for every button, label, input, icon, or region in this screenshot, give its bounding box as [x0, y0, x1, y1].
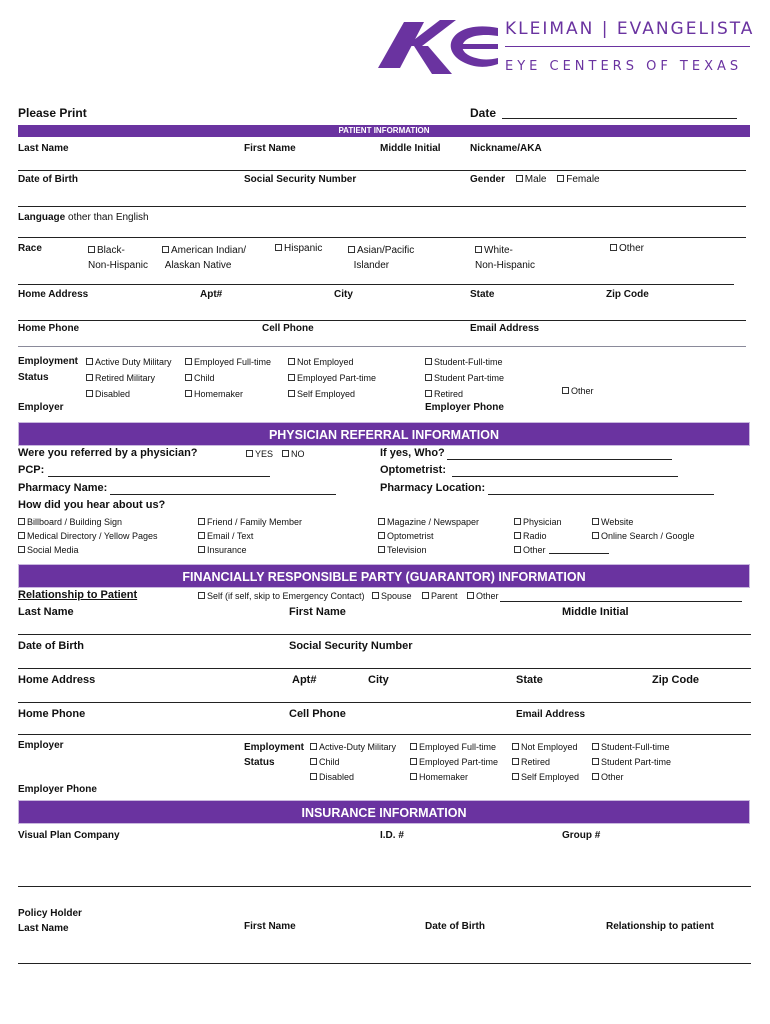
guarantor-first-name-label: First Name — [289, 606, 346, 618]
checkbox-icon — [557, 175, 564, 182]
hear-radio-option[interactable]: Radio — [514, 529, 562, 543]
patient-dob-label: Date of Birth — [18, 174, 78, 185]
patient-language-label: Language other than English — [18, 212, 149, 223]
policy-relationship-label: Relationship to patient — [606, 921, 714, 932]
guarantor-ssn-label: Social Security Number — [289, 640, 413, 652]
checkbox-icon — [288, 374, 295, 381]
emp-part-time-option[interactable]: Employed Part-time — [288, 370, 376, 386]
checkbox-icon — [348, 246, 355, 253]
if-yes-field[interactable] — [447, 459, 672, 460]
guarantor-bar: FINANCIALLY RESPONSIBLE PARTY (GUARANTOR) INFORMATION — [18, 564, 750, 588]
patient-race-field[interactable] — [18, 284, 734, 285]
race-hispanic-option[interactable]: Hispanic — [275, 243, 322, 254]
relationship-parent-option[interactable]: Parent — [422, 591, 458, 601]
checkbox-icon — [198, 532, 205, 539]
emp-other-option[interactable]: Other — [562, 386, 594, 396]
hear-online-search-option[interactable]: Online Search / Google — [592, 529, 695, 543]
hear-col4 — [514, 515, 562, 557]
hear-social-media-option[interactable]: Social Media — [18, 543, 158, 557]
patient-state-label: State — [470, 289, 495, 300]
checkbox-icon — [512, 743, 519, 750]
referral-bar: PHYSICIAN REFERRAL INFORMATION — [18, 422, 750, 446]
gender-label: Gender — [470, 174, 506, 185]
hear-col3 — [378, 515, 479, 557]
policy-holder-field[interactable] — [18, 963, 751, 964]
hear-other-option[interactable]: Other — [514, 543, 562, 557]
relationship-spouse-option[interactable]: Spouse — [372, 591, 412, 601]
patient-employment-status-label: Employment Status — [18, 356, 79, 383]
emp-homemaker-option[interactable]: Homemaker — [185, 386, 271, 402]
hear-col5 — [592, 515, 695, 543]
race-other-option[interactable]: Other — [610, 243, 644, 254]
hear-optometrist-option[interactable]: Optometrist — [378, 529, 479, 543]
checkbox-icon — [18, 532, 25, 539]
if-yes-label: If yes, Who? — [380, 447, 445, 459]
checkbox-icon — [378, 532, 385, 539]
patient-language-field[interactable] — [18, 237, 746, 238]
relationship-label: Relationship to Patient — [18, 589, 138, 601]
race-asian-option[interactable]: Asian/Pacific Islander — [348, 243, 414, 273]
checkbox-icon — [410, 743, 417, 750]
checkbox-icon — [592, 518, 599, 525]
hear-website-option[interactable]: Website — [592, 515, 695, 529]
checkbox-icon — [18, 518, 25, 525]
checkbox-icon — [88, 246, 95, 253]
race-white-option[interactable]: White- Non-Hispanic — [475, 245, 536, 271]
checkbox-icon — [378, 518, 385, 525]
g-employment-col3 — [512, 740, 579, 785]
patient-phone-field[interactable] — [18, 346, 746, 347]
gender-female-option[interactable]: Female — [557, 174, 599, 185]
please-print-label: Please Print — [18, 106, 87, 120]
g-emp-part-time-option[interactable]: Employed Part-time — [410, 755, 498, 770]
g-emp-student-part-option[interactable]: Student Part-time — [592, 755, 671, 770]
checkbox-icon — [425, 390, 432, 397]
emp-not-employed-option[interactable]: Not Employed — [288, 354, 376, 370]
checkbox-icon — [592, 743, 599, 750]
checkbox-icon — [162, 246, 169, 253]
guarantor-cell-phone-label: Cell Phone — [289, 708, 346, 720]
checkbox-icon — [86, 374, 93, 381]
pcp-field[interactable] — [48, 476, 270, 477]
guarantor-middle-initial-label: Middle Initial — [562, 606, 629, 618]
checkbox-icon — [378, 546, 385, 553]
optometrist-label: Optometrist: — [380, 464, 446, 476]
checkbox-icon — [410, 758, 417, 765]
guarantor-home-address-label: Home Address — [18, 674, 96, 686]
hear-medical-directory-option[interactable]: Medical Directory / Yellow Pages — [18, 529, 158, 543]
checkbox-icon — [514, 518, 521, 525]
checkbox-icon — [198, 518, 205, 525]
policy-holder-label: Policy Holder Last Name — [18, 908, 82, 934]
hear-insurance-option[interactable]: Insurance — [198, 543, 302, 557]
hear-physician-option[interactable]: Physician — [514, 515, 562, 529]
g-emp-disabled-option[interactable]: Disabled — [310, 770, 396, 785]
policy-dob-label: Date of Birth — [425, 921, 485, 932]
patient-employer-phone-label: Employer Phone — [425, 402, 504, 413]
insurance-bar: INSURANCE INFORMATION — [18, 800, 750, 824]
patient-middle-initial-label: Middle Initial — [380, 143, 441, 154]
checkbox-icon — [86, 390, 93, 397]
logo-mark-icon — [378, 16, 500, 78]
checkbox-icon — [310, 743, 317, 750]
logo-line2: EYE CENTERS OF TEXAS — [505, 59, 743, 74]
guarantor-phone-field[interactable] — [18, 734, 751, 735]
employment-col3 — [288, 354, 376, 402]
patient-employer-label: Employer — [18, 402, 64, 413]
g-emp-self-option[interactable]: Self Employed — [512, 770, 579, 785]
hear-billboard-option[interactable]: Billboard / Building Sign — [18, 515, 158, 529]
patient-gender-group — [470, 174, 600, 185]
patient-last-name-label: Last Name — [18, 143, 69, 154]
checkbox-icon — [310, 773, 317, 780]
checkbox-icon — [514, 546, 521, 553]
employment-col2 — [185, 354, 271, 402]
referred-label: Were you referred by a physician? — [18, 447, 198, 459]
hear-col2 — [198, 515, 302, 557]
policy-first-name-label: First Name — [244, 921, 296, 932]
g-employment-col4 — [592, 740, 671, 785]
patient-first-name-label: First Name — [244, 143, 296, 154]
logo-line1: KLEIMAN | EVANGELISTA — [505, 19, 755, 39]
pcp-label: PCP: — [18, 464, 45, 476]
gender-male-option[interactable]: Male — [516, 174, 547, 185]
checkbox-icon — [512, 758, 519, 765]
g-emp-homemaker-option[interactable]: Homemaker — [410, 770, 498, 785]
checkbox-icon — [422, 592, 429, 599]
how-hear-label: How did you hear about us? — [18, 499, 166, 511]
optometrist-field[interactable] — [452, 476, 678, 477]
patient-name-field[interactable] — [18, 170, 746, 171]
g-emp-active-duty-option[interactable]: Active-Duty Military — [310, 740, 396, 755]
guarantor-address-field[interactable] — [18, 702, 751, 703]
race-american-indian-option[interactable]: American Indian/ Alaskan Native — [162, 243, 246, 273]
g-emp-retired-option[interactable]: Retired — [512, 755, 579, 770]
checkbox-icon — [310, 758, 317, 765]
emp-child-option[interactable]: Child — [185, 370, 271, 386]
checkbox-icon — [410, 773, 417, 780]
patient-apt-label: Apt# — [200, 289, 223, 300]
patient-city-label: City — [334, 289, 353, 300]
guarantor-email-label: Email Address — [516, 709, 586, 720]
patient-race-label: Race — [18, 243, 42, 254]
guarantor-employment-status-label: Employment Status — [244, 742, 305, 768]
checkbox-icon — [18, 546, 25, 553]
patient-zip-label: Zip Code — [606, 289, 649, 300]
guarantor-dob-label: Date of Birth — [18, 640, 84, 652]
emp-disabled-option[interactable]: Disabled — [86, 386, 172, 402]
date-field[interactable] — [502, 118, 737, 119]
pharmacy-name-label: Pharmacy Name: — [18, 482, 108, 494]
employment-col1 — [86, 354, 172, 402]
g-emp-other-option[interactable]: Other — [592, 770, 671, 785]
guarantor-dob-field[interactable] — [18, 668, 751, 669]
checkbox-icon — [185, 358, 192, 365]
hear-television-option[interactable]: Television — [378, 543, 479, 557]
pharmacy-location-label: Pharmacy Location: — [380, 482, 486, 494]
guarantor-city-label: City — [368, 674, 389, 686]
hear-email-option[interactable]: Email / Text — [198, 529, 302, 543]
visual-plan-label: Visual Plan Company — [18, 830, 120, 841]
race-black-option[interactable]: Black- Non-Hispanic — [88, 245, 149, 271]
employment-col4 — [425, 354, 504, 402]
checkbox-icon — [592, 758, 599, 765]
guarantor-employer-phone-label: Employer Phone — [18, 784, 97, 795]
relationship-self-option[interactable]: Self (if self, skip to Emergency Contact) — [198, 591, 365, 601]
checkbox-icon — [512, 773, 519, 780]
date-label: Date — [470, 106, 497, 120]
emp-student-full-option[interactable]: Student-Full-time — [425, 354, 504, 370]
emp-full-time-option[interactable]: Employed Full-time — [185, 354, 271, 370]
patient-ssn-label: Social Security Number — [244, 174, 357, 185]
emp-retired-option[interactable]: Retired — [425, 386, 504, 402]
checkbox-icon — [592, 773, 599, 780]
checkbox-icon — [282, 450, 289, 457]
g-emp-student-full-option[interactable]: Student-Full-time — [592, 740, 671, 755]
checkbox-icon — [288, 358, 295, 365]
checkbox-icon — [467, 592, 474, 599]
g-employment-col2 — [410, 740, 498, 785]
relationship-other-field[interactable] — [500, 601, 742, 602]
referred-no-option[interactable]: NO — [282, 449, 305, 459]
referred-yes-option[interactable]: YES — [246, 449, 273, 459]
checkbox-icon — [246, 450, 253, 457]
checkbox-icon — [372, 592, 379, 599]
guarantor-employer-label: Employer — [18, 740, 64, 751]
patient-email-label: Email Address — [470, 323, 540, 334]
guarantor-last-name-label: Last Name — [18, 606, 74, 618]
hear-other-field[interactable] — [549, 553, 609, 554]
checkbox-icon — [86, 358, 93, 365]
relationship-other-option[interactable]: Other — [467, 591, 499, 601]
checkbox-icon — [185, 374, 192, 381]
checkbox-icon — [198, 546, 205, 553]
checkbox-icon — [592, 532, 599, 539]
checkbox-icon — [514, 532, 521, 539]
emp-active-duty-option[interactable]: Active Duty Military — [86, 354, 172, 370]
checkbox-icon — [425, 374, 432, 381]
checkbox-icon — [475, 246, 482, 253]
checkbox-icon — [562, 387, 569, 394]
pharmacy-location-field[interactable] — [488, 494, 714, 495]
hear-col1 — [18, 515, 158, 557]
hear-magazine-option[interactable]: Magazine / Newspaper — [378, 515, 479, 529]
emp-self-option[interactable]: Self Employed — [288, 386, 376, 402]
insurance-plan-field[interactable] — [18, 886, 751, 887]
guarantor-zip-label: Zip Code — [652, 674, 700, 686]
g-emp-child-option[interactable]: Child — [310, 755, 396, 770]
checkbox-icon — [288, 390, 295, 397]
checkbox-icon — [516, 175, 523, 182]
patient-info-bar: PATIENT INFORMATION — [18, 125, 750, 137]
g-emp-full-time-option[interactable]: Employed Full-time — [410, 740, 498, 755]
checkbox-icon — [198, 592, 205, 599]
patient-dob-field[interactable] — [18, 206, 746, 207]
patient-cell-phone-label: Cell Phone — [262, 323, 314, 334]
patient-home-address-label: Home Address — [18, 289, 89, 300]
hear-friend-option[interactable]: Friend / Family Member — [198, 515, 302, 529]
g-employment-col1 — [310, 740, 396, 785]
checkbox-icon — [185, 390, 192, 397]
guarantor-state-label: State — [516, 674, 543, 686]
guarantor-name-field[interactable] — [18, 634, 751, 635]
emp-student-part-option[interactable]: Student Part-time — [425, 370, 504, 386]
checkbox-icon — [425, 358, 432, 365]
emp-retired-military-option[interactable]: Retired Military — [86, 370, 172, 386]
patient-nickname-label: Nickname/AKA — [470, 143, 542, 154]
g-emp-not-employed-option[interactable]: Not Employed — [512, 740, 579, 755]
checkbox-icon — [275, 244, 282, 251]
guarantor-home-phone-label: Home Phone — [18, 708, 86, 720]
checkbox-icon — [610, 244, 617, 251]
patient-home-phone-label: Home Phone — [18, 323, 80, 334]
pharmacy-name-field[interactable] — [110, 494, 336, 495]
insurance-group-label: Group # — [562, 830, 601, 841]
patient-address-field[interactable] — [18, 320, 746, 321]
guarantor-apt-label: Apt# — [292, 674, 317, 686]
insurance-id-label: I.D. # — [380, 830, 404, 841]
logo-divider — [505, 46, 750, 47]
